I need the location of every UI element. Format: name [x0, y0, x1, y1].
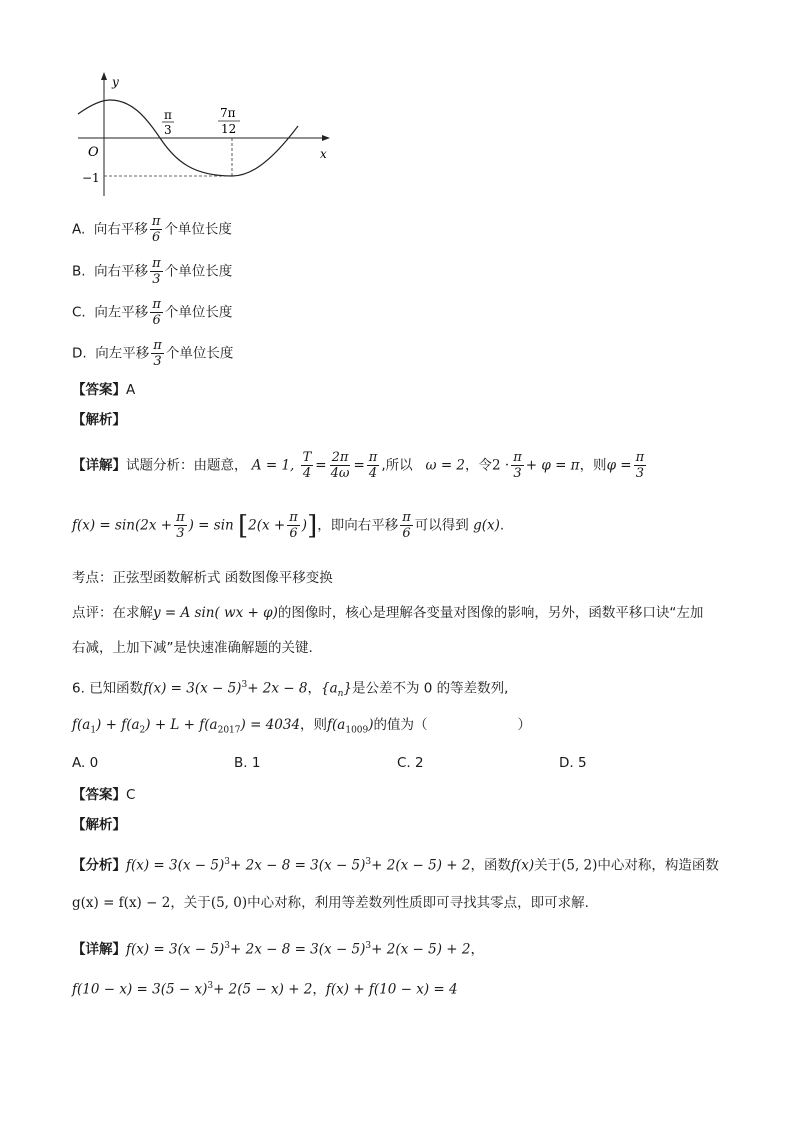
option-fraction: $\frac{\pi}{6}$ [151, 214, 161, 245]
fraction-t-4: $\frac{T}{4}$ [302, 450, 312, 481]
q5-detail-line: 【详解】试题分析：由题意， A = 1, $\frac{T}{4}$ = $\frac{2\pi}{4\omega}$ = $\frac{\pi}{4}$ ,所以 ω = 2，令2 · $\frac{\pi}{3}$ + φ = π，则φ = $\frac{\pi}{3}$ [72, 450, 645, 481]
option-a [72, 214, 232, 245]
fraction-pi-6: $\frac{\pi}{6}$ [289, 510, 298, 541]
option-text: 向右平移 [94, 263, 149, 280]
answer-tag: 【答案】 [72, 382, 126, 398]
q6-fenxi-line2: g(x) = f(x) − 2，关于(5, 0)中心对称，利用等差数列性质即可寻找其零点，即可求解. [72, 895, 589, 911]
label-pi-num: π [164, 108, 172, 122]
fraction-pi-3: $\frac{\pi}{3}$ [176, 510, 185, 541]
sine-graph-figure [72, 70, 342, 200]
q5-kaodian: 考点：正弦型函数解析式 函数图像平移变换 [72, 570, 333, 586]
option-letter: B. [72, 263, 86, 280]
option-text: 个单位长度 [164, 263, 233, 280]
option-fraction: $\frac{\pi}{6}$ [152, 297, 161, 328]
q6-detail-line1: 【详解】$f(x) = 3(x - 5)^3+ 2x - 8 = 3(x - 5)^3+ 2(x - 5) + 2$， [72, 941, 484, 958]
option-text: 个单位长度 [165, 345, 234, 362]
option-d [72, 338, 233, 369]
q5-fx-line: f(x) = sin(2x + $\frac{\pi}{3}$ ) = sin [2(x + $\frac{\pi}{6}$ )]，即向右平移 $\frac{\pi}{6}$ 可以得到 g(x). [72, 510, 505, 541]
option-text: 个单位长度 [164, 304, 233, 321]
option-letter: D. [72, 345, 87, 362]
label-pi-den: 3 [164, 123, 172, 137]
answer-value: A [126, 382, 136, 398]
option-text: 向右平移 [93, 221, 148, 238]
fraction-pi-3: $\frac{\pi}{3}$ [635, 450, 645, 481]
y-axis-label: y [112, 75, 119, 89]
q5-dianping-line2: 右减，上加下减”是快速准确解题的关键. [72, 640, 313, 656]
analysis-tag: 【解析】 [72, 412, 126, 428]
q6-option-b: B. 1 [234, 755, 261, 771]
option-fraction: $\frac{\pi}{3}$ [153, 338, 162, 369]
x-axis-label: x [320, 147, 327, 161]
fraction-pi-6: $\frac{\pi}{6}$ [402, 510, 411, 541]
q6-answer: 【答案】C [72, 787, 136, 803]
option-text: 向左平移 [94, 304, 149, 321]
fraction-pi-3: $\frac{\pi}{3}$ [513, 450, 522, 481]
detail-text: 试题分析：由题意， [126, 457, 248, 474]
q6-stem-line1: 6. 已知函数$f(x) = 3(x - 5)^3+ 2x - 8$，$\{a_n\}$是公差不为 0 的等差数列, [72, 680, 509, 700]
q5-analysis-tag [72, 410, 126, 430]
q6-option-a: A. 0 [72, 755, 99, 771]
option-letter: C. [72, 304, 86, 321]
q6-stem-line2: $f(a_1) + f(a_2) + L + f(a_{2017}) = 4034$，则$f(a_{1009})$的值为（ ） [72, 717, 532, 736]
math: A = 1, [251, 457, 295, 474]
q6-analysis-tag: 【解析】 [72, 817, 126, 833]
label-7pi-num: 7π [220, 106, 236, 120]
fraction-pi-4: $\frac{\pi}{4}$ [368, 450, 378, 481]
q5-dianping-line1: 点评：在求解y = A sin( wx + φ)的图像时，核心是理解各变量对图像的影响，另外，函数平移口诀“左加 [72, 605, 704, 621]
option-text: 向左平移 [95, 345, 150, 362]
right-bracket: ] [307, 510, 318, 541]
option-b [72, 256, 232, 287]
detail-tag: 【详解】 [72, 457, 126, 474]
fraction-2pi-4w: $\frac{2\pi}{4\omega}$ [330, 450, 350, 481]
q6-detail-line2: $f(10 - x) = 3(5 - x)^3+ 2(5 - x) + 2$，f(x) + f(10 − x) = 4 [72, 981, 458, 998]
x-axis-arrow [322, 135, 330, 141]
label-12-den: 12 [221, 122, 237, 136]
option-text: 个单位长度 [164, 221, 232, 238]
y-axis-arrow [101, 72, 107, 80]
origin-label: O [88, 145, 99, 160]
q6-fenxi-line1: 【分析】$f(x) = 3(x - 5)^3+ 2x - 8 = 3(x - 5)^3+ 2(x - 5) + 2$，函数f(x)关于(5, 2)中心对称，构造函数 [72, 857, 719, 874]
option-c [72, 297, 232, 328]
q6-option-d: D. 5 [559, 755, 587, 771]
left-bracket: [ [238, 510, 249, 541]
q5-answer [72, 380, 135, 400]
q6-option-c: C. 2 [397, 755, 424, 771]
label-neg1: −1 [82, 171, 100, 185]
option-fraction: $\frac{\pi}{3}$ [152, 256, 161, 287]
option-letter: A. [72, 221, 86, 238]
